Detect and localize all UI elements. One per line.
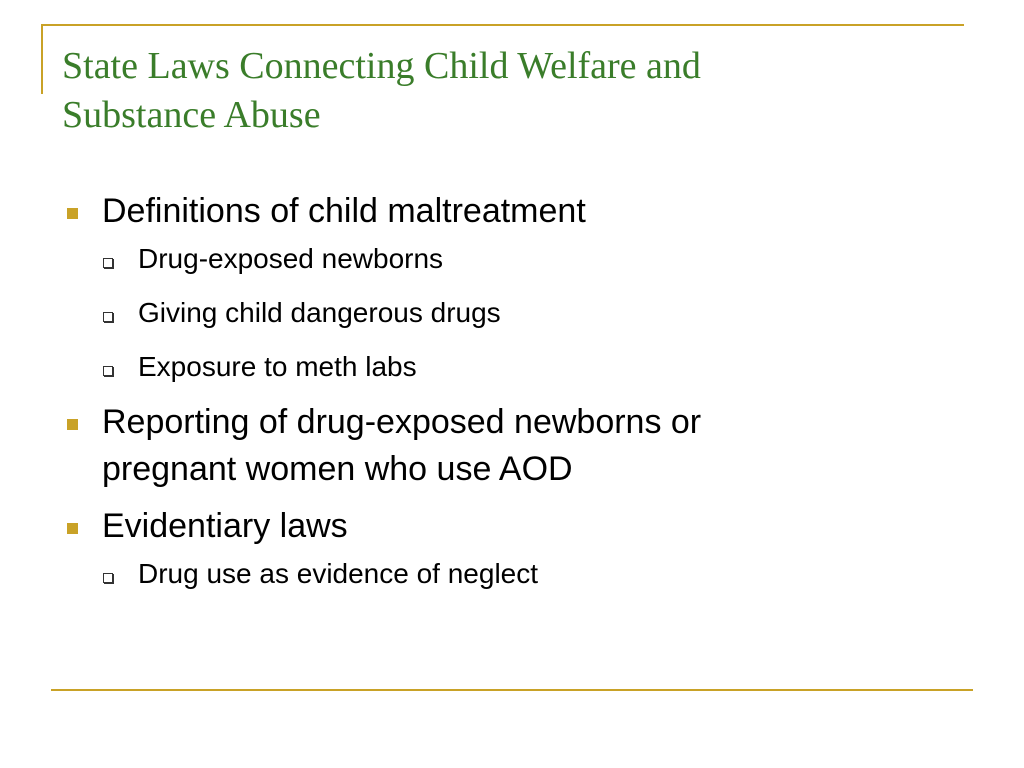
sub-bullet-item bbox=[62, 291, 962, 334]
slide-title bbox=[62, 42, 942, 140]
bullet-text: Evidentiary laws bbox=[102, 507, 348, 545]
slide-title-line: Substance Abuse bbox=[62, 94, 321, 136]
title-frame-left-line bbox=[41, 24, 43, 94]
hollow-square-icon bbox=[103, 258, 113, 268]
sub-bullet-text: Drug-exposed newborns bbox=[138, 243, 444, 274]
filled-square-icon bbox=[67, 523, 78, 534]
hollow-square-icon bbox=[103, 366, 113, 376]
slide-title-line: State Laws Connecting Child Welfare and bbox=[62, 45, 701, 87]
filled-square-icon bbox=[67, 419, 78, 430]
title-frame-top-line bbox=[41, 24, 964, 26]
sub-bullet-text: Giving child dangerous drugs bbox=[138, 297, 501, 328]
sub-bullet-text: Drug use as evidence of neglect bbox=[138, 558, 539, 589]
sub-bullet-item bbox=[62, 345, 962, 388]
filled-square-icon bbox=[67, 208, 78, 219]
bullet-item bbox=[62, 188, 962, 388]
bullet-list bbox=[62, 188, 962, 606]
sub-bullet-list bbox=[102, 552, 962, 595]
footer-divider-line bbox=[51, 689, 973, 691]
sub-bullet-item bbox=[62, 552, 962, 595]
bullet-item bbox=[62, 503, 962, 595]
hollow-square-icon bbox=[103, 312, 113, 322]
hollow-square-icon bbox=[103, 573, 113, 583]
bullet-text: Definitions of child maltreatment bbox=[102, 192, 586, 230]
bullet-text: Reporting of drug-exposed newborns or bbox=[102, 403, 702, 441]
bullet-text: pregnant women who use AOD bbox=[102, 450, 573, 488]
bullet-item bbox=[62, 399, 962, 493]
sub-bullet-list bbox=[102, 237, 962, 388]
sub-bullet-item bbox=[62, 237, 962, 280]
sub-bullet-text: Exposure to meth labs bbox=[138, 351, 417, 382]
